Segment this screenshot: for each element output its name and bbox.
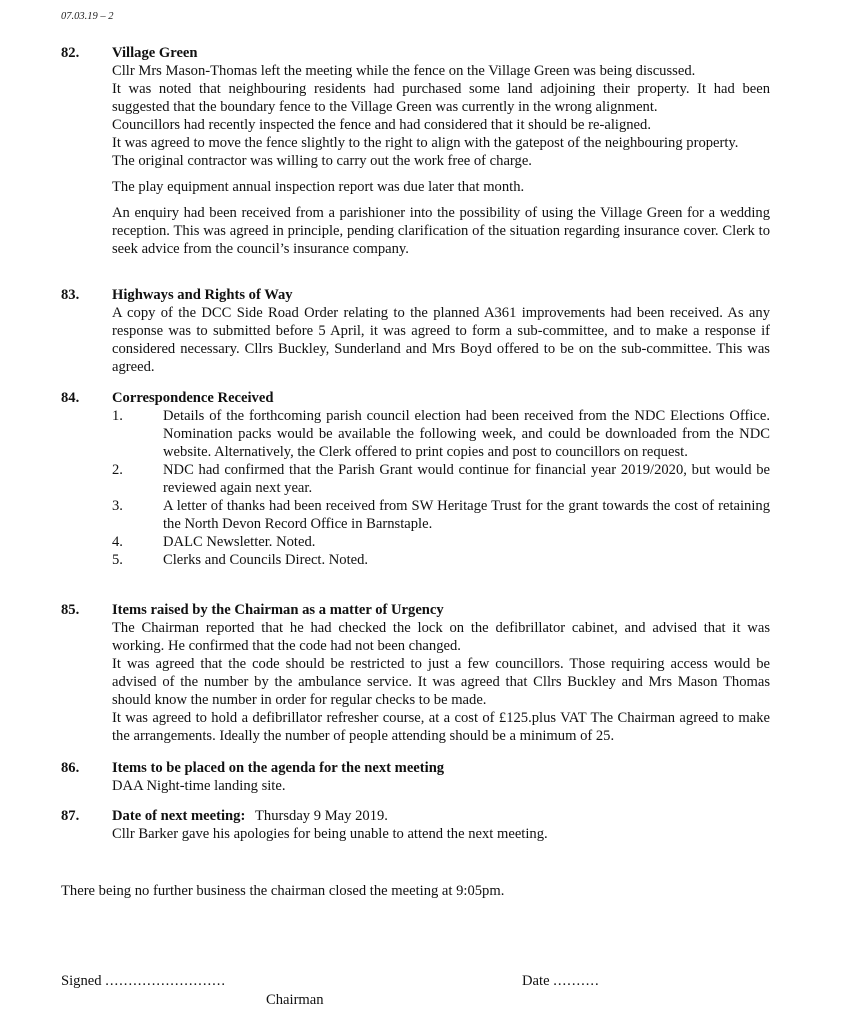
paragraph: Cllr Mrs Mason-Thomas left the meeting while the fence on the Village Green was being discussed. [112, 63, 696, 79]
signed-label: Signed [61, 973, 102, 989]
item-title: Date of next meeting: [112, 808, 246, 824]
list-number: 3. [112, 498, 123, 514]
item-title: Village Green [112, 45, 198, 61]
list-text: NDC had confirmed that the Parish Grant would continue for financial year 2019/2020, but would be reviewed again next year. [163, 462, 770, 496]
list-number: 4. [112, 534, 123, 550]
item-number: 87. [61, 808, 80, 824]
signature-line [61, 972, 226, 990]
item-number: 82. [61, 45, 80, 61]
item-number: 86. [61, 760, 80, 776]
signed-dots: .......................... [105, 973, 227, 989]
list-item [112, 551, 770, 569]
list-text: Details of the forthcoming parish council election had been received from the NDC Elections Office. Nomination packs would be available the following week, and could be downloaded from the NDC website. Alternatively, the Clerk offered to print copies and post to councillors on request. [163, 408, 770, 460]
date-dots: .......... [553, 973, 600, 989]
item-title: Items to be placed on the agenda for the next meeting [112, 760, 445, 776]
item-number: 85. [61, 602, 80, 618]
paragraph: It was noted that neighbouring residents had purchased some land adjoining their property. It had been suggested that the boundary fence to the Village Green was currently in the wrong alignment. [112, 81, 770, 115]
page-reference: 07.03.19 – 2 [61, 11, 114, 22]
paragraph: The Chairman reported that he had checked the lock on the defibrillator cabinet, and advised that it was working. He confirmed that the code had not been changed. [112, 620, 770, 654]
paragraph: Councillors had recently inspected the fence and had considered that it should be re-aligned. [112, 117, 651, 133]
item-title: Correspondence Received [112, 390, 274, 406]
paragraph: Cllr Barker gave his apologies for being unable to attend the next meeting. [112, 826, 548, 842]
list-item [112, 533, 770, 551]
item-title: Items raised by the Chairman as a matter of Urgency [112, 602, 444, 618]
paragraph: A copy of the DCC Side Road Order relating to the planned A361 improvements had been received. As any response was to submitted before 5 April, it was agreed to form a sub-committee, and to make a response if considered necessary. Cllrs Buckley, Sunderland and Mrs Boyd offered to be on the sub-committee. This was agreed. [112, 305, 770, 375]
next-meeting-date: Thursday 9 May 2019. [254, 808, 388, 824]
list-number: 1. [112, 408, 123, 424]
paragraph: It was agreed to move the fence slightly to the right to align with the gatepost of the neighbouring property. [112, 135, 739, 151]
paragraph: The play equipment annual inspection report was due later that month. [112, 179, 525, 195]
date-line [522, 972, 600, 990]
list-text: DALC Newsletter. Noted. [163, 534, 316, 550]
list-item [112, 461, 770, 497]
paragraph: An enquiry had been received from a parishioner into the possibility of using the Village Green for a wedding reception. This was agreed in principle, pending clarification of the situation regarding insurance cover. Clerk to seek advice from the council’s insurance company. [112, 205, 770, 257]
signatory-role: Chairman [266, 992, 324, 1008]
list-text: Clerks and Councils Direct. Noted. [163, 552, 369, 568]
date-label: Date [522, 973, 550, 989]
paragraph: The original contractor was willing to carry out the work free of charge. [112, 153, 532, 169]
item-title: Highways and Rights of Way [112, 287, 293, 303]
list-number: 2. [112, 462, 123, 478]
list-number: 5. [112, 552, 123, 568]
list-item [112, 497, 770, 533]
closing-statement: There being no further business the chairman closed the meeting at 9:05pm. [61, 883, 505, 899]
list-item [112, 407, 770, 461]
paragraph: It was agreed that the code should be restricted to just a few councillors. Those requiring access would be advised of the number by the ambulance service. It was agreed that Cllrs Buckley and Mrs Mason Thomas should know the number in order for regular checks to be made. [112, 656, 770, 708]
paragraph: It was agreed to hold a defibrillator refresher course, at a cost of £125.plus VAT The Chairman agreed to make the arrangements. Ideally the number of people attending should be a minimum of 25. [112, 710, 770, 744]
paragraph: DAA Night-time landing site. [112, 778, 286, 794]
list-text: A letter of thanks had been received from SW Heritage Trust for the grant towards the cost of retaining the North Devon Record Office in Barnstaple. [163, 498, 770, 532]
item-number: 84. [61, 390, 80, 406]
item-number: 83. [61, 287, 80, 303]
